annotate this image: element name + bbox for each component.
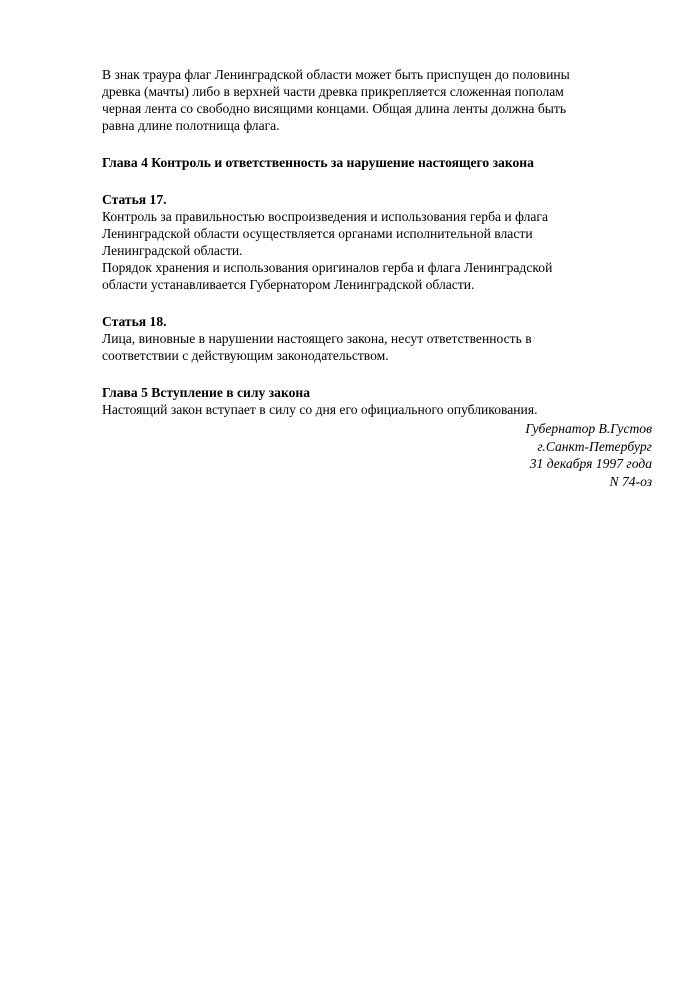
article-17-text (102, 208, 662, 293)
text-line: древка (мачты) либо в верхней части древка прикрепляется сложенная пополам (102, 84, 564, 99)
chapter-5-title: Глава 5 Вступление в силу закона (102, 385, 311, 400)
document-body (102, 66, 662, 418)
article-18-heading: Статья 18. (102, 314, 167, 329)
signature-block (525, 420, 652, 490)
text-line: Порядок хранения и использования оригиналов герба и флага Ленинградской (102, 260, 553, 275)
chapter-4-title: Глава 4 Контроль и ответственность за нарушение настоящего закона (102, 155, 534, 170)
article-18-text (102, 330, 662, 364)
law-number: N 74-оз (609, 473, 652, 489)
text-line: черная лента со свободно висящими концами. Общая длина ленты должна быть (102, 101, 567, 116)
text-line: Контроль за правильностью воспроизведения и использования герба и флага (102, 209, 548, 224)
chapter-5-text (102, 401, 662, 418)
mourning-flag-paragraph (102, 66, 662, 134)
text-line: Лица, виновные в нарушении настоящего закона, несут ответственность в (102, 331, 532, 346)
text-line: равна длине полотнища флага. (102, 118, 280, 133)
governor-signature: Губернатор В.Густов (525, 421, 652, 436)
text-line: Ленинградской области осуществляется органами исполнительной власти (102, 226, 533, 241)
article-17-heading: Статья 17. (102, 192, 167, 207)
text-line: области устанавливается Губернатором Ленинградской области. (102, 277, 475, 292)
text-line: соответствии с действующим законодательством. (102, 348, 389, 363)
text-line: Настоящий закон вступает в силу со дня его официального опубликования. (102, 402, 538, 417)
text-line: Ленинградской области. (102, 243, 243, 258)
text-line: В знак траура флаг Ленинградской области может быть приспущен до половины (102, 67, 570, 82)
signature-city: г.Санкт-Петербург (537, 438, 652, 454)
signature-date: 31 декабря 1997 года (529, 456, 652, 471)
